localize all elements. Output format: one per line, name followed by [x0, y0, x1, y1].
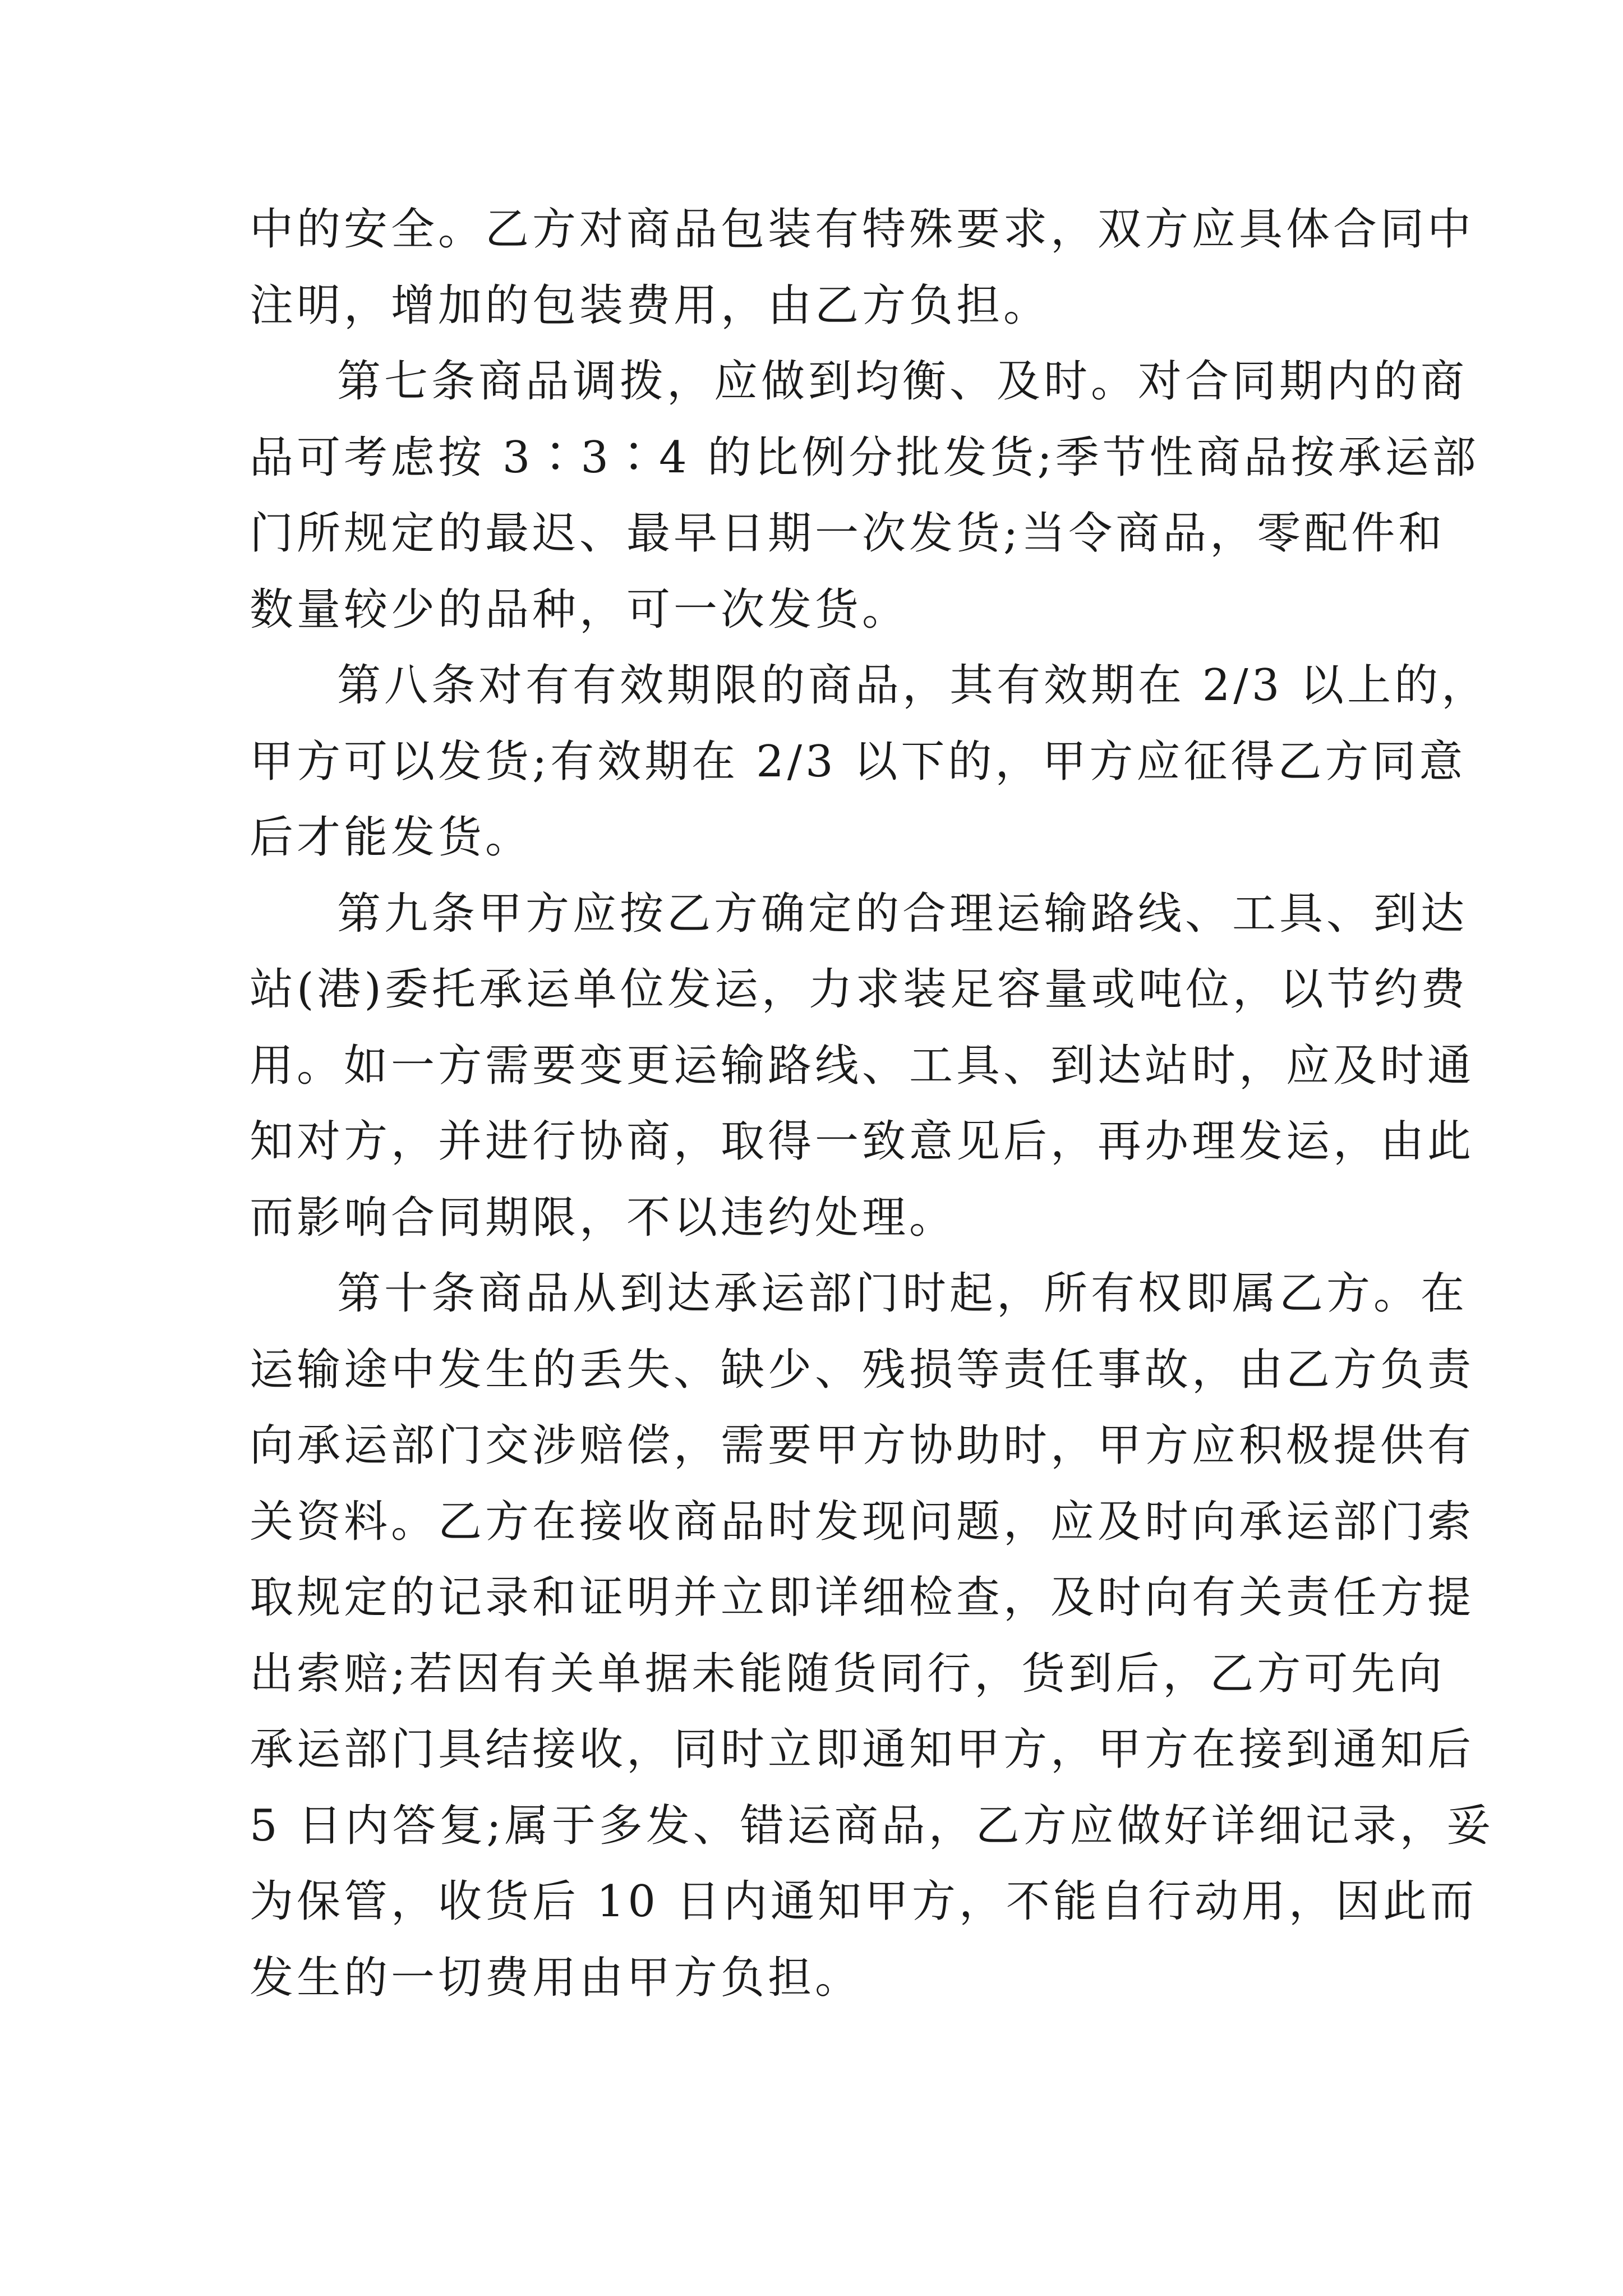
text-line: 取规定的记录和证明并立即详细检查，及时向有关责任方提 [250, 1572, 1475, 1623]
text-line: 用。如一方需要变更运输路线、工具、到达站时，应及时通 [250, 1040, 1475, 1091]
text-line: 为保管，收货后 10 日内通知甲方，不能自行动用，因此而 [250, 1876, 1477, 1927]
text-line: 站(港)委托承运单位发运，力求装足容量或吨位，以节约费 [250, 964, 1468, 1015]
text-line: 关资料。乙方在接收商品时发现问题，应及时向承运部门索 [250, 1496, 1475, 1547]
text-line: 而影响合同期限，不以违约处理。 [250, 1192, 957, 1243]
text-line: 数量较少的品种，可一次发货。 [250, 584, 910, 635]
article-8-first-line: 第八条对有有效期限的商品，其有效期在 2/3 以上的， [337, 660, 1489, 711]
text-line: 后才能发货。 [250, 812, 533, 863]
text-line: 中的安全。乙方对商品包装有特殊要求，双方应具体合同中 [250, 204, 1475, 255]
text-line: 5 日内答复;属于多发、错运商品，乙方应做好详细记录，妥 [250, 1800, 1494, 1851]
text-line: 品可考虑按 3∶3∶4 的比例分批发货;季节性商品按承运部 [250, 432, 1479, 483]
text-line: 门所规定的最迟、最早日期一次发货;当令商品，零配件和 [250, 508, 1446, 559]
text-line: 甲方可以发货;有效期在 2/3 以下的，甲方应征得乙方同意 [250, 736, 1467, 787]
article-10-first-line: 第十条商品从到达承运部门时起，所有权即属乙方。在 [337, 1268, 1468, 1319]
text-line: 出索赔;若因有关单据未能随货同行，货到后，乙方可先向 [250, 1648, 1446, 1699]
text-line: 运输途中发生的丢失、缺少、残损等责任事故，由乙方负责 [250, 1344, 1475, 1395]
contract-text-body [250, 192, 1494, 2016]
text-line: 承运部门具结接收，同时立即通知甲方，甲方在接到通知后 [250, 1724, 1475, 1775]
article-7-first-line: 第七条商品调拨，应做到均衡、及时。对合同期内的商 [337, 356, 1468, 407]
article-9-first-line: 第九条甲方应按乙方确定的合理运输路线、工具、到达 [337, 888, 1468, 939]
text-line: 向承运部门交涉赔偿，需要甲方协助时，甲方应积极提供有 [250, 1420, 1475, 1471]
text-line: 知对方，并进行协商，取得一致意见后，再办理发运，由此 [250, 1116, 1475, 1167]
text-line: 注明，增加的包装费用，由乙方负担。 [250, 280, 1051, 331]
text-line: 发生的一切费用由甲方负担。 [250, 1952, 863, 2003]
